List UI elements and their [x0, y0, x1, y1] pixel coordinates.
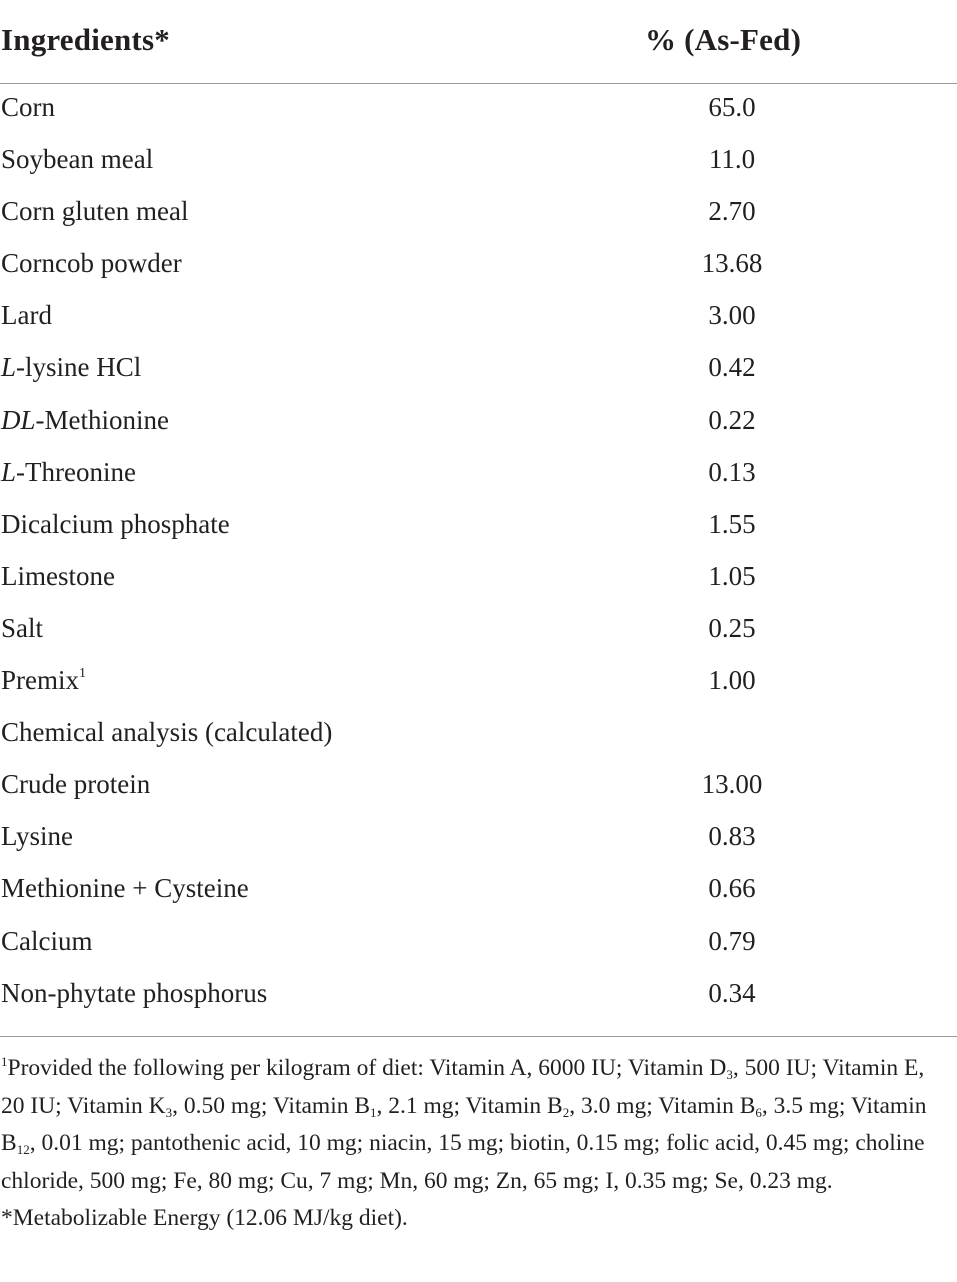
- ingredient-name: DL-Methionine: [1, 404, 169, 435]
- ingredient-value: 0.34: [708, 977, 756, 1008]
- ingredient-value: 1.00: [708, 665, 756, 696]
- header-ingredients: Ingredients*: [1, 22, 170, 57]
- table-row: [0, 501, 957, 553]
- table-row: [0, 292, 957, 344]
- ingredient-name: L-lysine HCl: [1, 352, 142, 383]
- ingredient-value: 0.42: [708, 352, 756, 383]
- table-row: [0, 918, 957, 970]
- table-row: [0, 240, 957, 292]
- ingredient-value: 0.79: [708, 925, 756, 956]
- table-row: [0, 605, 957, 657]
- ingredient-value: 0.83: [708, 821, 756, 852]
- footnote-energy: *Metabolizable Energy (12.06 MJ/kg diet).: [1, 1205, 408, 1231]
- ingredient-name: Corn gluten meal: [1, 196, 189, 227]
- ingredient-value: 0.13: [708, 456, 756, 487]
- header-as-fed: % (As-Fed): [645, 22, 802, 57]
- ingredient-name: Non-phytate phosphorus: [1, 977, 268, 1008]
- ingredient-value: 13.68: [701, 248, 763, 279]
- table-row: [0, 865, 957, 917]
- table-row: [0, 813, 957, 865]
- ingredient-name: Premix$^1$: [1, 665, 86, 696]
- ingredient-name: L-Threonine: [1, 456, 136, 487]
- table-row: [0, 761, 957, 813]
- ingredient-value: 13.00: [701, 769, 763, 800]
- table-body: [0, 84, 957, 1022]
- ingredient-value: 0.22: [708, 404, 756, 435]
- table-row: [0, 397, 957, 449]
- table-row: [0, 553, 957, 605]
- table-row: [0, 84, 957, 136]
- table-row: [0, 449, 957, 501]
- ingredient-name: Chemical analysis (calculated): [1, 717, 333, 748]
- ingredient-value: 65.0: [708, 92, 756, 122]
- ingredient-name: Lard: [1, 300, 52, 331]
- table-bottom-rule: [0, 1036, 957, 1037]
- ingredient-name: Corncob powder: [1, 248, 182, 279]
- table-row: [0, 188, 957, 240]
- table-row: [0, 344, 957, 396]
- footnote-premix: $^1$Provided the following per kilogram of diet: Vitamin A, 6000 IU; Vitamin $D_3$, 500 IU; Vitamin E, 20 IU; Vitamin $K_3$, 0.50 mg; Vitamin $B_1$, 2.1 mg; Vitamin $B_2$, 3.0 mg; Vitamin $B_6$, 3.5 mg; Vitamin $B_{12}$, 0.01 mg; pantothenic acid, 10 mg; niacin, 15 mg; biotin, 0.15 mg; folic acid, 0.45 mg; choline chloride, 500 mg; Fe, 80 mg; Cu, 7 mg; Mn, 60 mg; Zn, 65 mg; I, 0.35 mg; Se, 0.23 mg.: [1, 1054, 927, 1194]
- ingredient-value: 11.0: [708, 144, 756, 175]
- ingredient-value: 0.25: [708, 612, 756, 643]
- ingredient-name: Limestone: [1, 560, 115, 591]
- ingredient-name: Calcium: [1, 925, 93, 956]
- ingredient-value: 2.70: [708, 196, 756, 227]
- ingredient-value: 0.66: [708, 873, 756, 904]
- table-row: [0, 657, 957, 709]
- ingredient-value: 1.05: [708, 560, 756, 591]
- ingredient-name: Methionine + Cysteine: [1, 873, 249, 904]
- ingredient-name: Crude protein: [1, 769, 151, 800]
- ingredient-name: Salt: [1, 612, 44, 643]
- ingredient-name: Dicalcium phosphate: [1, 508, 230, 539]
- table-footnotes: [1, 1050, 951, 1238]
- table-row: [0, 970, 957, 1022]
- ingredient-name: Lysine: [1, 821, 73, 852]
- table-row: [0, 709, 957, 761]
- ingredient-value: 3.00: [708, 300, 756, 331]
- ingredient-value: 1.55: [708, 508, 756, 539]
- table-header: [0, 0, 957, 84]
- ingredient-name: Soybean meal: [1, 144, 154, 175]
- table-row: [0, 136, 957, 188]
- ingredient-name: Corn: [1, 92, 55, 122]
